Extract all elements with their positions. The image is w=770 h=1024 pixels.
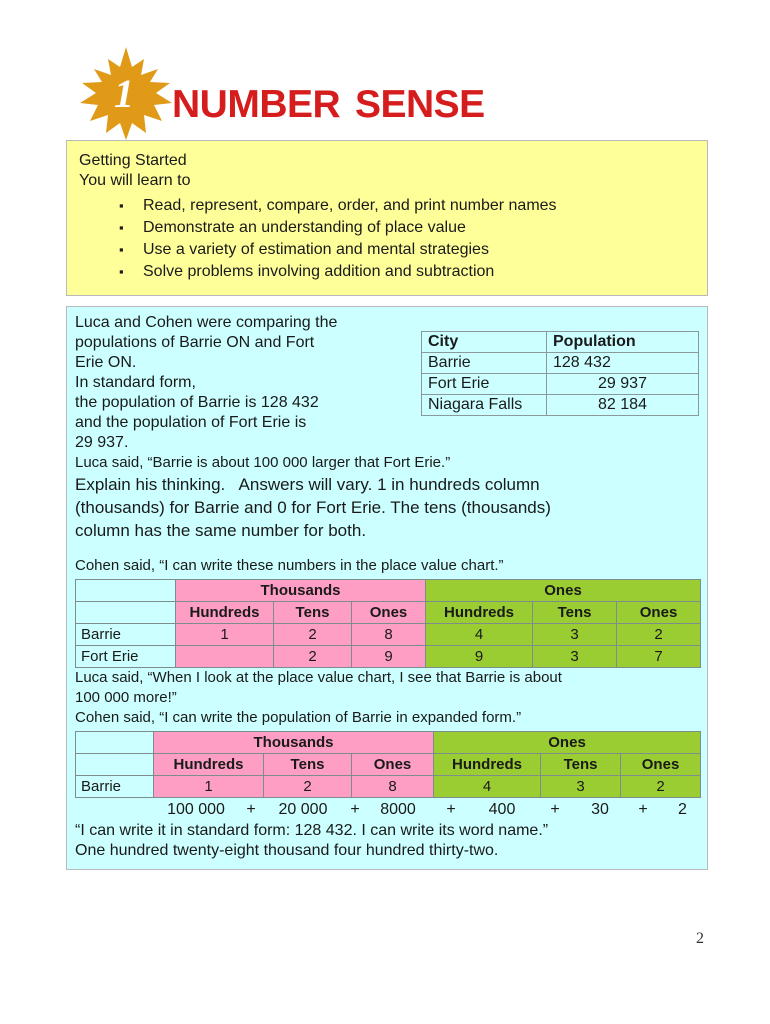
expanded-term-400: 400 [488, 801, 516, 818]
digit-cell: 4 [434, 776, 541, 798]
table-row [75, 799, 700, 821]
list-item [119, 239, 695, 261]
table-row [422, 374, 699, 395]
subheader-thousands-hundreds: Hundreds [154, 754, 264, 776]
expanded-term-8000: 8000 [380, 801, 416, 818]
expanded-plus: + [638, 801, 648, 818]
digit-cell: 1 [176, 624, 274, 646]
word-name-line: One hundred twenty-eight thousand four hundred thirty-two. [75, 842, 499, 859]
list-item [119, 261, 695, 283]
digit-cell: 3 [541, 776, 621, 798]
digit-cell: 7 [617, 646, 701, 668]
answer-line-1: Answers will vary. 1 in hundreds column [238, 475, 540, 494]
intro-line-4: the population of Barrie is 128 432 [75, 394, 319, 411]
expanded-term-100000: 100 000 [167, 801, 225, 818]
luca-quote-2-line-2: 100 000 more!” [75, 689, 177, 706]
lesson-panel [66, 306, 708, 870]
place-value-chart-2 [75, 731, 701, 798]
intro-block [75, 313, 699, 453]
corner-cell [76, 732, 154, 754]
answer-line-3: column has the same number for both. [75, 521, 367, 540]
intro-line-3: In standard form, [75, 374, 196, 391]
digit-cell: 3 [533, 646, 617, 668]
expanded-plus: + [246, 801, 256, 818]
maple-leaf-icon [74, 41, 178, 145]
cell-population: 29 937 [547, 374, 699, 395]
expanded-plus: + [446, 801, 456, 818]
list-item-label: Use a variety of estimation and mental strategies [143, 241, 489, 258]
table-row [422, 353, 699, 374]
subheader-row [76, 754, 701, 776]
digit-cell: 2 [617, 624, 701, 646]
expanded-form-row [75, 799, 700, 821]
logo-digit: 1 [114, 71, 134, 116]
explain-prompt: Explain his thinking. [75, 475, 226, 494]
subheader-ones-tens: Tens [533, 602, 617, 624]
cell-city: Niagara Falls [422, 395, 547, 416]
luca-quote-1: Luca said, “Barrie is about 100 000 larger that Fort Erie.” [75, 454, 451, 471]
digit-cell: 2 [274, 646, 352, 668]
digit-cell: 2 [621, 776, 701, 798]
row-label: Fort Erie [76, 646, 176, 668]
digit-cell: 9 [426, 646, 533, 668]
cell-population: 128 432 [547, 353, 699, 374]
page-title: number sense [172, 66, 485, 129]
cell-population: 82 184 [547, 395, 699, 416]
list-item-label: Demonstrate an understanding of place value [143, 219, 466, 236]
group-header-row [76, 580, 701, 602]
luca-quote-2-line-1: Luca said, “When I look at the place value chart, I see that Barrie is about [75, 669, 562, 686]
table-row [76, 646, 701, 668]
square-bullet-icon: ▪ [119, 198, 124, 213]
digit-cell: 8 [352, 776, 434, 798]
subheader-ones-ones: Ones [621, 754, 701, 776]
digit-cell [176, 646, 274, 668]
cell-city: Fort Erie [422, 374, 547, 395]
city-population-table [421, 331, 699, 416]
row-label: Barrie [76, 624, 176, 646]
explain-answer-line-1 [75, 473, 699, 496]
group-header-thousands: Thousands [154, 732, 434, 754]
subheader-thousands-ones: Ones [352, 754, 434, 776]
cell-city: Barrie [422, 353, 547, 374]
column-header-population: Population [547, 332, 699, 353]
corner-cell [76, 754, 154, 776]
group-header-ones: Ones [426, 580, 701, 602]
answer-line-2: (thousands) for Barrie and 0 for Fort Erie. The tens (thousands) [75, 498, 551, 517]
group-header-row [76, 732, 701, 754]
subheader-thousands-tens: Tens [274, 602, 352, 624]
getting-started-box [66, 140, 708, 296]
subheader-thousands-tens: Tens [264, 754, 352, 776]
subheader-row [76, 602, 701, 624]
expanded-plus: + [550, 801, 560, 818]
square-bullet-icon: ▪ [119, 264, 124, 279]
list-item [119, 217, 695, 239]
cohen-quote-1: Cohen said, “I can write these numbers in the place value chart.” [75, 557, 504, 574]
list-item-label: Solve problems involving addition and subtraction [143, 263, 495, 280]
page-number: 2 [696, 930, 704, 947]
list-item-label: Read, represent, compare, order, and print number names [143, 197, 557, 214]
page-header [0, 0, 770, 129]
group-header-ones: Ones [434, 732, 701, 754]
cohen-quote-2: Cohen said, “I can write the population of Barrie in expanded form.” [75, 709, 522, 726]
table-row [76, 624, 701, 646]
table-row [422, 395, 699, 416]
subheader-ones-tens: Tens [541, 754, 621, 776]
corner-cell [76, 580, 176, 602]
subheader-thousands-ones: Ones [352, 602, 426, 624]
expanded-term-30: 30 [591, 801, 609, 818]
learning-objectives-list [79, 195, 695, 283]
square-bullet-icon: ▪ [119, 242, 124, 257]
subheader-ones-ones: Ones [617, 602, 701, 624]
expanded-term-20000: 20 000 [278, 801, 328, 818]
group-header-thousands: Thousands [176, 580, 426, 602]
square-bullet-icon: ▪ [119, 220, 124, 235]
intro-line-5: and the population of Fort Erie is [75, 414, 307, 431]
intro-line-6: 29 937. [75, 434, 129, 451]
digit-cell: 2 [264, 776, 352, 798]
list-item [119, 195, 695, 217]
column-header-city: City [422, 332, 547, 353]
digit-cell: 1 [154, 776, 264, 798]
expanded-term-2: 2 [678, 801, 687, 818]
standard-form-line: “I can write it in standard form: 128 432. I can write its word name.” [75, 822, 549, 839]
getting-started-subheading: You will learn to [79, 172, 191, 189]
place-value-chart-1 [75, 579, 701, 668]
spacer [75, 542, 699, 556]
digit-cell: 2 [274, 624, 352, 646]
digit-cell: 9 [352, 646, 426, 668]
intro-line-1: Luca and Cohen were comparing the populations of Barrie ON and Fort [75, 314, 338, 351]
subheader-ones-hundreds: Hundreds [434, 754, 541, 776]
table-row [76, 776, 701, 798]
digit-cell: 4 [426, 624, 533, 646]
corner-cell [76, 602, 176, 624]
expanded-plus: + [350, 801, 360, 818]
intro-line-2: Erie ON. [75, 354, 137, 371]
expanded-spacer [75, 799, 153, 821]
getting-started-heading: Getting Started [79, 152, 187, 169]
table-header-row [422, 332, 699, 353]
subheader-thousands-hundreds: Hundreds [176, 602, 274, 624]
digit-cell: 3 [533, 624, 617, 646]
digit-cell: 8 [352, 624, 426, 646]
subheader-ones-hundreds: Hundreds [426, 602, 533, 624]
row-label: Barrie [76, 776, 154, 798]
